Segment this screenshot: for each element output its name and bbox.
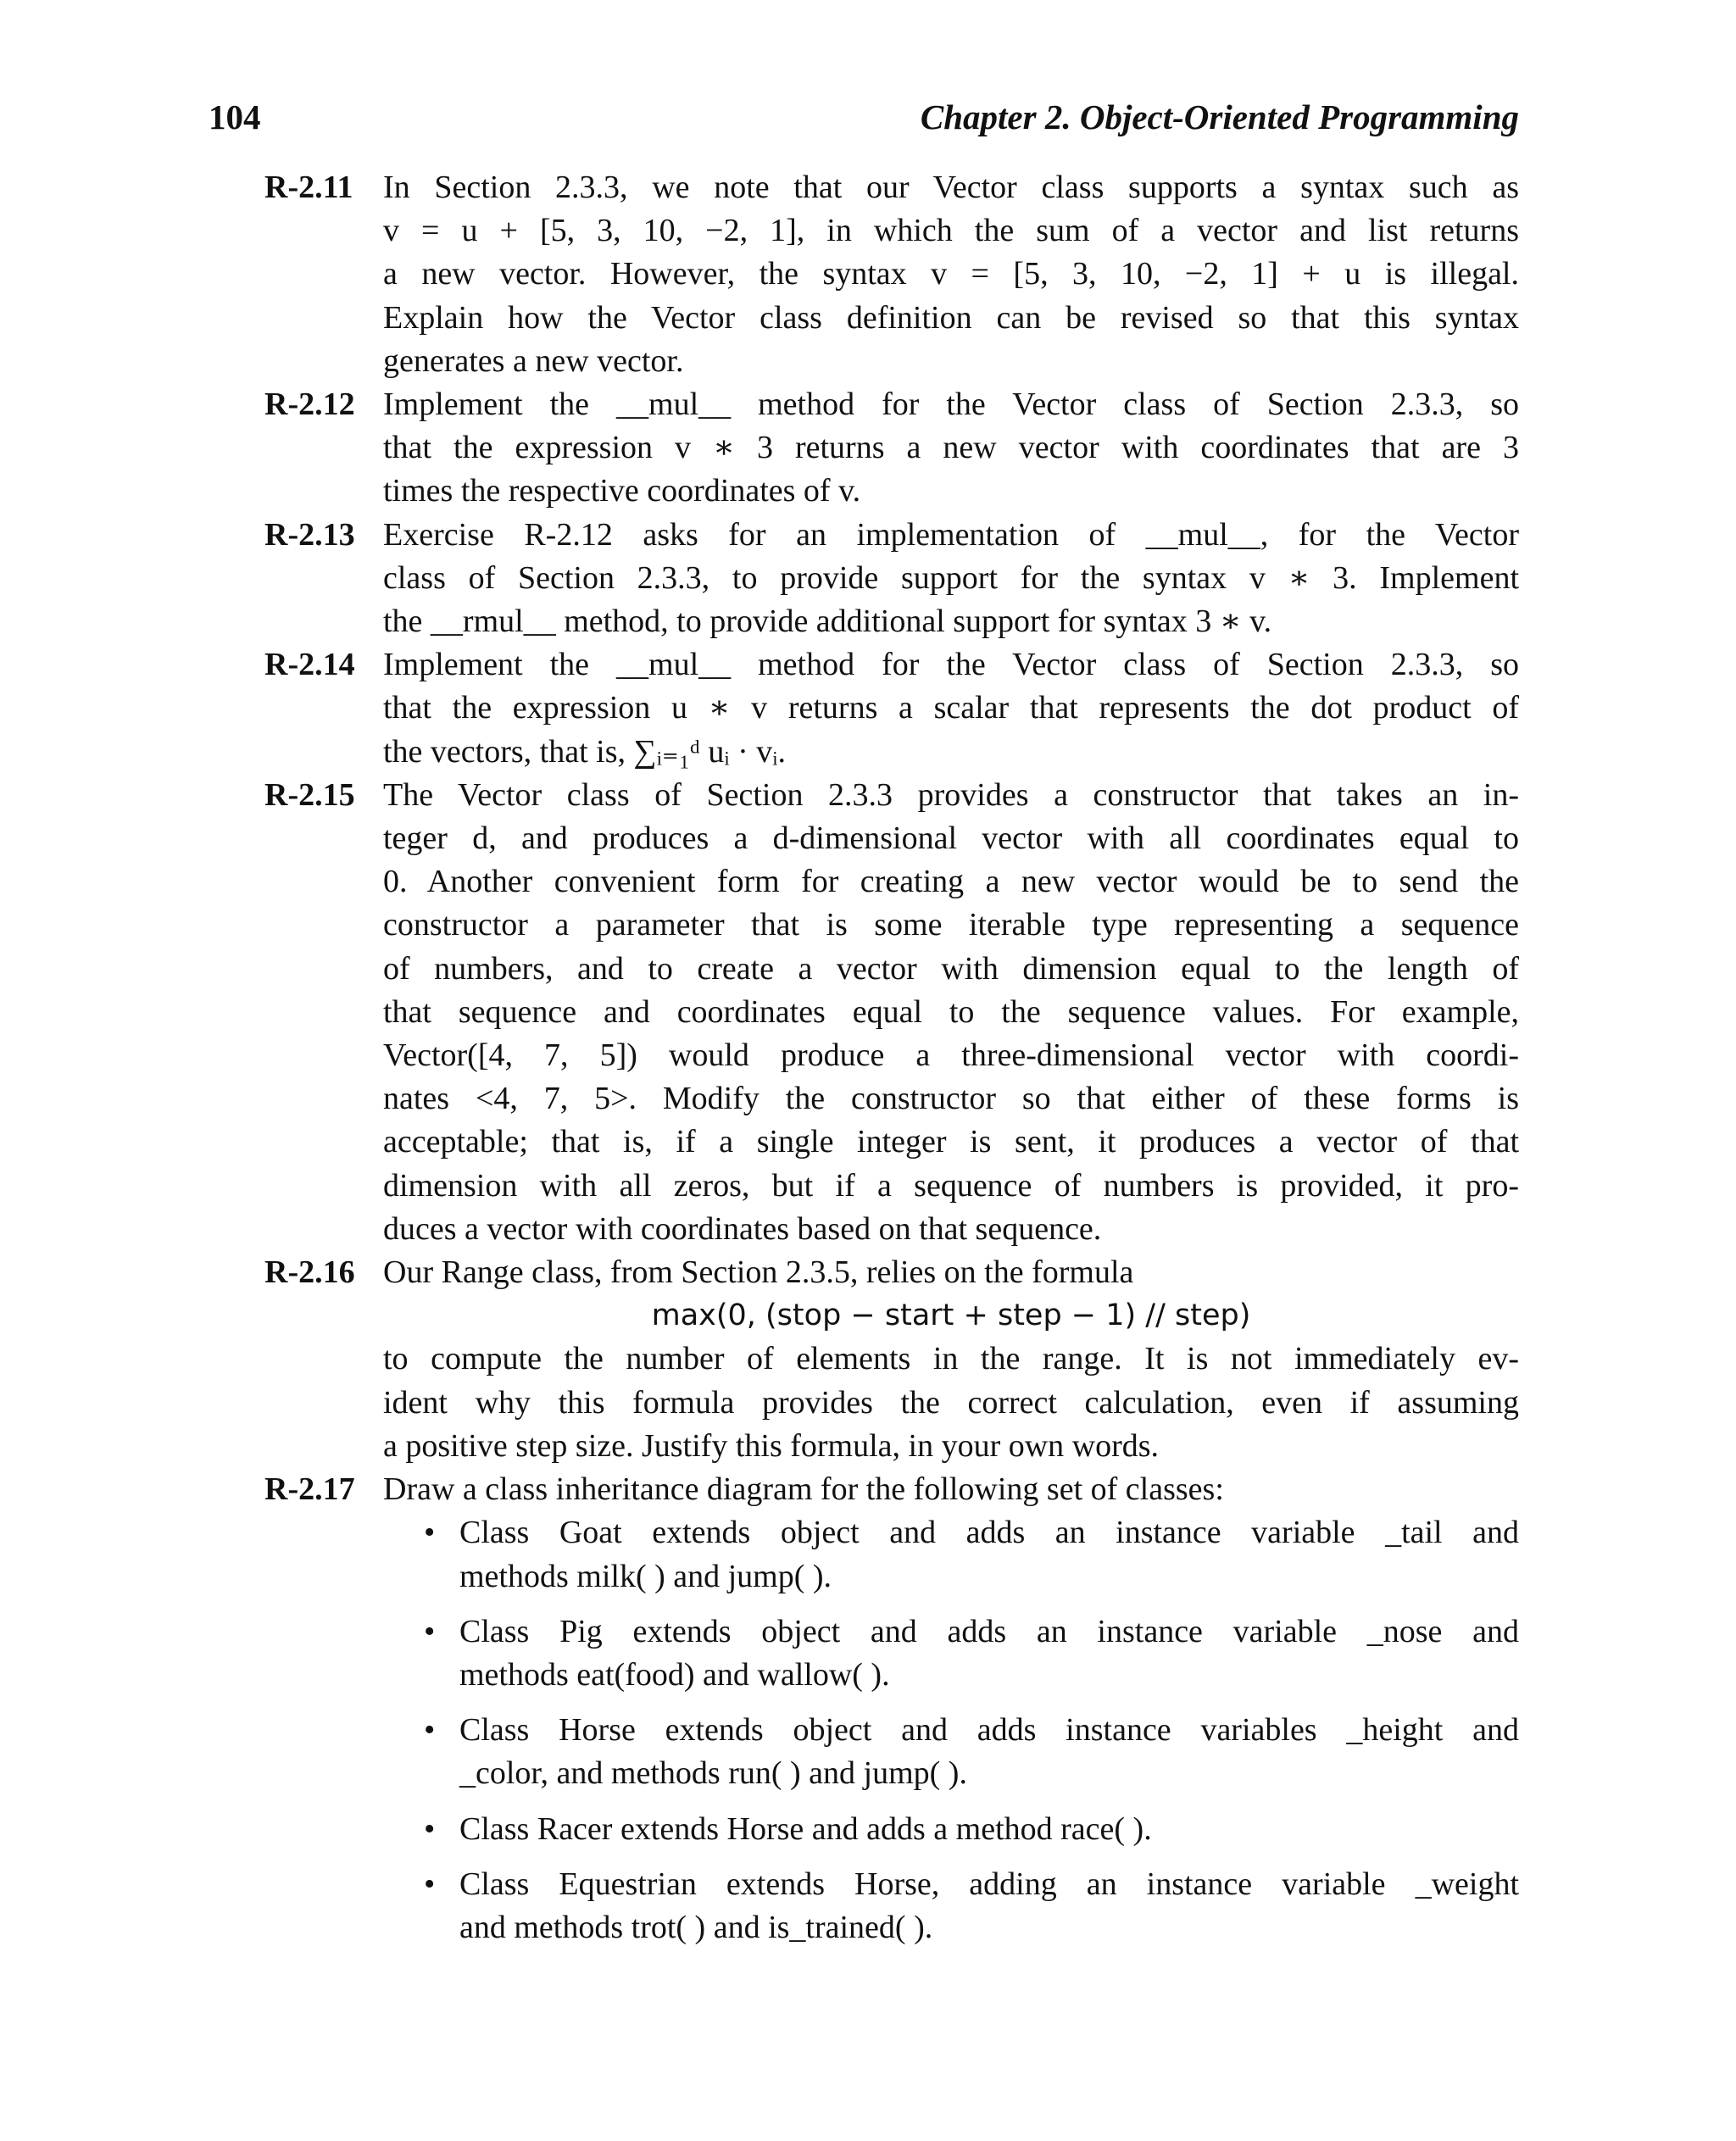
- list-item: [383, 1511, 1519, 1598]
- exercise-r-2-12: [264, 383, 1519, 514]
- exercise-line: a positive step size. Justify this formula, in your own words.: [383, 1427, 1160, 1464]
- exercise-line: acceptable; that is, if a single integer is sent, it produces a vector of that: [383, 1124, 1519, 1160]
- exercise-r-2-17: [264, 1468, 1519, 1949]
- exercise-r-2-11: [264, 166, 1519, 383]
- exercise-line: 0. Another convenient form for creating a new vector would be to send the: [383, 864, 1519, 900]
- bullet-line: Class Racer extends Horse and adds a method race( ).: [459, 1810, 1152, 1847]
- exercise-line: The Vector class of Section 2.3.3 provides a constructor that takes an in-: [383, 776, 1519, 813]
- exercise-line: Implement the __mul__ method for the Vector class of Section 2.3.3, so: [383, 647, 1519, 683]
- exercise-line: generates a new vector.: [383, 342, 684, 379]
- chapter-title: Chapter 2. Object-Oriented Programming: [920, 97, 1519, 136]
- bullet-icon: •: [424, 1515, 436, 1551]
- exercise-line: In Section 2.3.3, we note that our Vector class supports a syntax such as: [383, 170, 1519, 205]
- exercise-line: Explain how the Vector class definition can be revised so that this syntax: [383, 299, 1519, 336]
- exercise-line: that the expression u ∗ v returns a scalar that represents the dot product of: [383, 690, 1519, 726]
- exercise-list: [264, 166, 1519, 1961]
- exercise-r-2-13: [264, 514, 1519, 644]
- bullet-icon: •: [424, 1613, 436, 1649]
- bullet-line: methods eat(food) and wallow( ).: [459, 1656, 890, 1693]
- exercise-line: duces a vector with coordinates based on that sequence.: [383, 1210, 1102, 1247]
- exercise-line: Our Range class, from Section 2.3.5, relies on the formula: [383, 1254, 1134, 1291]
- exercise-line: the __rmul__ method, to provide additional support for syntax 3 ∗ v.: [383, 603, 1272, 640]
- page-header: [209, 97, 1519, 147]
- bullet-line: methods milk( ) and jump( ).: [459, 1558, 832, 1594]
- bullet-line: Class Pig extends object and adds an instance variable _nose and: [459, 1613, 1519, 1649]
- exercise-line: class of Section 2.3.3, to provide support for the syntax v ∗ 3. Implement: [383, 559, 1519, 596]
- exercise-line: that sequence and coordinates equal to the sequence values. For example,: [383, 993, 1519, 1030]
- class-bullet-list: [383, 1511, 1519, 1949]
- exercise-label: R-2.12: [264, 386, 355, 423]
- list-item: [383, 1863, 1519, 1949]
- bullet-line: Class Horse extends object and adds instance variables _height and: [459, 1712, 1519, 1749]
- list-item: [383, 1709, 1519, 1795]
- exercise-line: ident why this formula provides the correct calculation, even if assuming: [383, 1384, 1519, 1421]
- exercise-line: teger d, and produces a d-dimensional vector with all coordinates equal to: [383, 820, 1519, 857]
- exercise-r-2-14: [264, 643, 1519, 774]
- bullet-line: Class Equestrian extends Horse, adding an instance variable _weight: [459, 1866, 1519, 1902]
- exercise-label: R-2.14: [264, 647, 355, 683]
- bullet-icon: •: [424, 1866, 436, 1902]
- exercise-line: Vector([4, 7, 5]) would produce a three-dimensional vector with coordi-: [383, 1037, 1519, 1074]
- bullet-icon: •: [424, 1712, 436, 1749]
- exercise-line: nates <4, 7, 5>. Modify the constructor so that either of these forms is: [383, 1081, 1519, 1117]
- exercise-label: R-2.13: [264, 516, 355, 553]
- exercise-label: R-2.17: [264, 1471, 355, 1508]
- exercise-r-2-15: [264, 774, 1519, 1251]
- range-formula: max(0, (stop − start + step − 1) // step): [651, 1299, 1251, 1333]
- list-item: [383, 1808, 1519, 1851]
- bullet-icon: •: [424, 1810, 436, 1847]
- exercise-line: constructor a parameter that is some iterable type representing a sequence: [383, 907, 1519, 943]
- exercise-line: dimension with all zeros, but if a sequence of numbers is provided, it pro-: [383, 1167, 1519, 1204]
- bullet-line: and methods trot( ) and is_trained( ).: [459, 1909, 933, 1945]
- exercise-line: Exercise R-2.12 asks for an implementation of __mul__, for the Vector: [383, 516, 1519, 553]
- exercise-r-2-16: [264, 1251, 1519, 1468]
- exercise-line: of numbers, and to create a vector with dimension equal to the length of: [383, 950, 1519, 987]
- exercise-line: v = u + [5, 3, 10, −2, 1], in which the sum of a vector and list returns: [383, 213, 1519, 249]
- bullet-line: _color, and methods run( ) and jump( ).: [459, 1755, 967, 1792]
- exercise-line: times the respective coordinates of v.: [383, 473, 861, 509]
- exercise-label: R-2.15: [264, 776, 355, 813]
- exercise-label: R-2.11: [264, 170, 353, 205]
- bullet-line: Class Goat extends object and adds an instance variable _tail and: [459, 1515, 1519, 1551]
- exercise-line: Implement the __mul__ method for the Vector class of Section 2.3.3, so: [383, 386, 1519, 423]
- exercise-line: Draw a class inheritance diagram for the following set of classes:: [383, 1471, 1224, 1508]
- exercise-line: that the expression v ∗ 3 returns a new vector with coordinates that are 3: [383, 430, 1519, 466]
- page-number: 104: [209, 97, 261, 136]
- exercise-line: to compute the number of elements in the range. It is not immediately ev-: [383, 1341, 1519, 1377]
- exercise-label: R-2.16: [264, 1254, 355, 1291]
- exercise-line: a new vector. However, the syntax v = [5, 3, 10, −2, 1] + u is illegal.: [383, 256, 1519, 292]
- list-item: [383, 1610, 1519, 1697]
- exercise-line: the vectors, that is, ∑ᵢ₌₁ᵈ uᵢ · vᵢ.: [383, 733, 786, 770]
